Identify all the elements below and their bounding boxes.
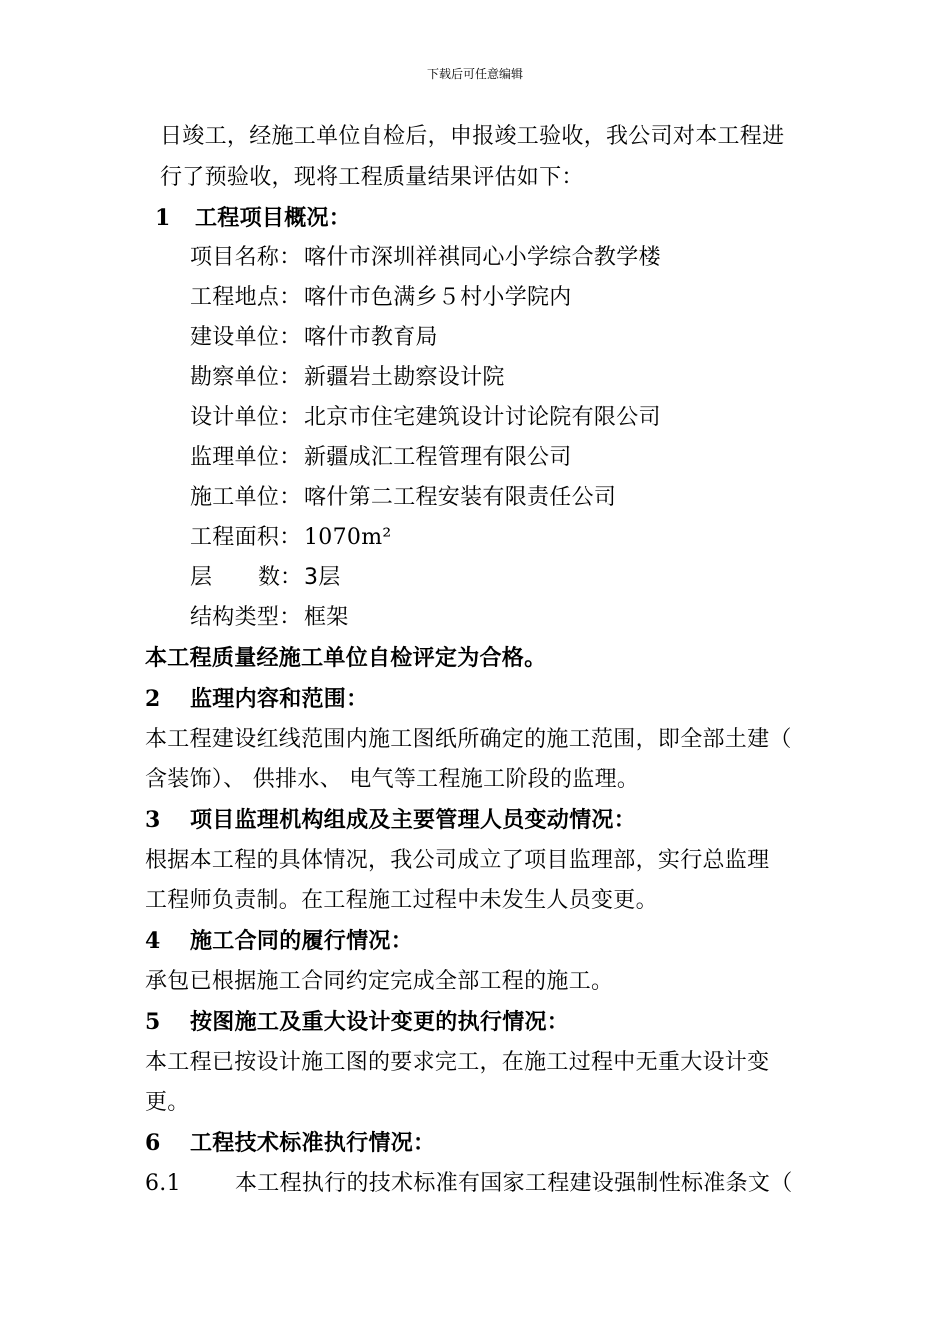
section-6-heading	[145, 1128, 435, 1159]
info-label	[190, 563, 304, 593]
info-label: 施工单位：	[190, 485, 302, 510]
intro-line-2: 行了预验收，现将工程质量结果评估如下：	[160, 165, 584, 190]
info-row-design	[190, 403, 661, 433]
section-5-text-line-2: 更。	[145, 1090, 190, 1115]
info-row-floors	[190, 563, 341, 593]
info-label: 工程面积：	[190, 525, 302, 550]
info-row-survey	[190, 363, 505, 393]
info-label: 工程地点：	[190, 285, 302, 310]
section-6-title: 工程技术标准执行情况：	[190, 1131, 436, 1156]
section-2-number: 2	[145, 686, 161, 712]
section-1-number: 1	[155, 205, 171, 231]
info-label: 项目名称：	[190, 245, 302, 270]
section-4-text: 承包已根据施工合同约定完成全部工程的施工。	[145, 969, 614, 994]
section-4-heading	[145, 926, 413, 957]
page-header: 下载后可任意编辑	[426, 67, 523, 81]
section-2-text-line-2: 含装饰）、 供排水、 电气等工程施工阶段的监理。	[145, 767, 640, 792]
info-value: 3层	[304, 565, 341, 590]
section-5-heading	[145, 1007, 569, 1038]
section-5-text-line-1: 本工程已按设计施工图的要求完工，在施工过程中无重大设计变	[145, 1050, 770, 1075]
section-6-1-text: 本工程执行的技术标准有国家工程建设强制性标准条文（	[235, 1171, 793, 1196]
info-row-area	[190, 523, 391, 553]
info-row-supervisor	[190, 443, 572, 473]
info-label: 监理单位：	[190, 445, 302, 470]
info-value: 喀什市深圳祥祺同心小学综合教学楼	[304, 245, 661, 270]
section-2-heading	[145, 684, 368, 715]
info-label: 建设单位：	[190, 325, 302, 350]
info-label-part: 层	[190, 565, 213, 590]
section-6-1-number: 6.1	[145, 1171, 181, 1196]
info-row-owner	[190, 323, 438, 353]
quality-statement: 本工程质量经施工单位自检评定为合格。	[145, 646, 547, 671]
info-row-contractor	[190, 483, 616, 513]
info-value: 框架	[304, 605, 349, 630]
info-row-project-name	[190, 243, 661, 273]
intro-line-1: 日竣工，经施工单位自检后，申报竣工验收，我公司对本工程进	[160, 124, 785, 149]
info-label-part: 数：	[258, 565, 303, 590]
info-value: 喀什市色满乡５村小学院内	[304, 285, 572, 310]
section-4-title: 施工合同的履行情况：	[190, 929, 414, 954]
section-3-title: 项目监理机构组成及主要管理人员变动情况：	[190, 808, 637, 833]
section-6-1-line	[145, 1169, 793, 1199]
section-5-title: 按图施工及重大设计变更的执行情况：	[190, 1010, 570, 1035]
info-value: 喀什第二工程安装有限责任公司	[304, 485, 617, 510]
info-label: 设计单位：	[190, 405, 302, 430]
section-3-number: 3	[145, 807, 161, 833]
section-6-number: 6	[145, 1130, 161, 1156]
section-5-number: 5	[145, 1009, 161, 1035]
section-2-title: 监理内容和范围：	[190, 687, 369, 712]
info-value: 北京市住宅建筑设计讨论院有限公司	[304, 405, 661, 430]
info-value: 新疆成汇工程管理有限公司	[304, 445, 572, 470]
info-value: 1070m²	[304, 525, 392, 550]
section-4-number: 4	[145, 928, 161, 954]
info-label: 结构类型：	[190, 605, 302, 630]
section-3-heading	[145, 805, 636, 836]
info-row-structure	[190, 603, 349, 633]
info-value: 喀什市教育局	[304, 325, 438, 350]
section-2-text-line-1: 本工程建设红线范围内施工图纸所确定的施工范围，即全部土建（	[145, 727, 792, 752]
section-3-text-line-2: 工程师负责制。在工程施工过程中未发生人员变更。	[145, 888, 658, 913]
info-label: 勘察单位：	[190, 365, 302, 390]
info-value: 新疆岩土勘察设计院	[304, 365, 505, 390]
section-1-heading	[155, 203, 351, 234]
section-3-text-line-1: 根据本工程的具体情况，我公司成立了项目监理部，实行总监理	[145, 848, 770, 873]
info-row-location	[190, 283, 572, 313]
section-1-title: 工程项目概况：	[195, 206, 352, 231]
